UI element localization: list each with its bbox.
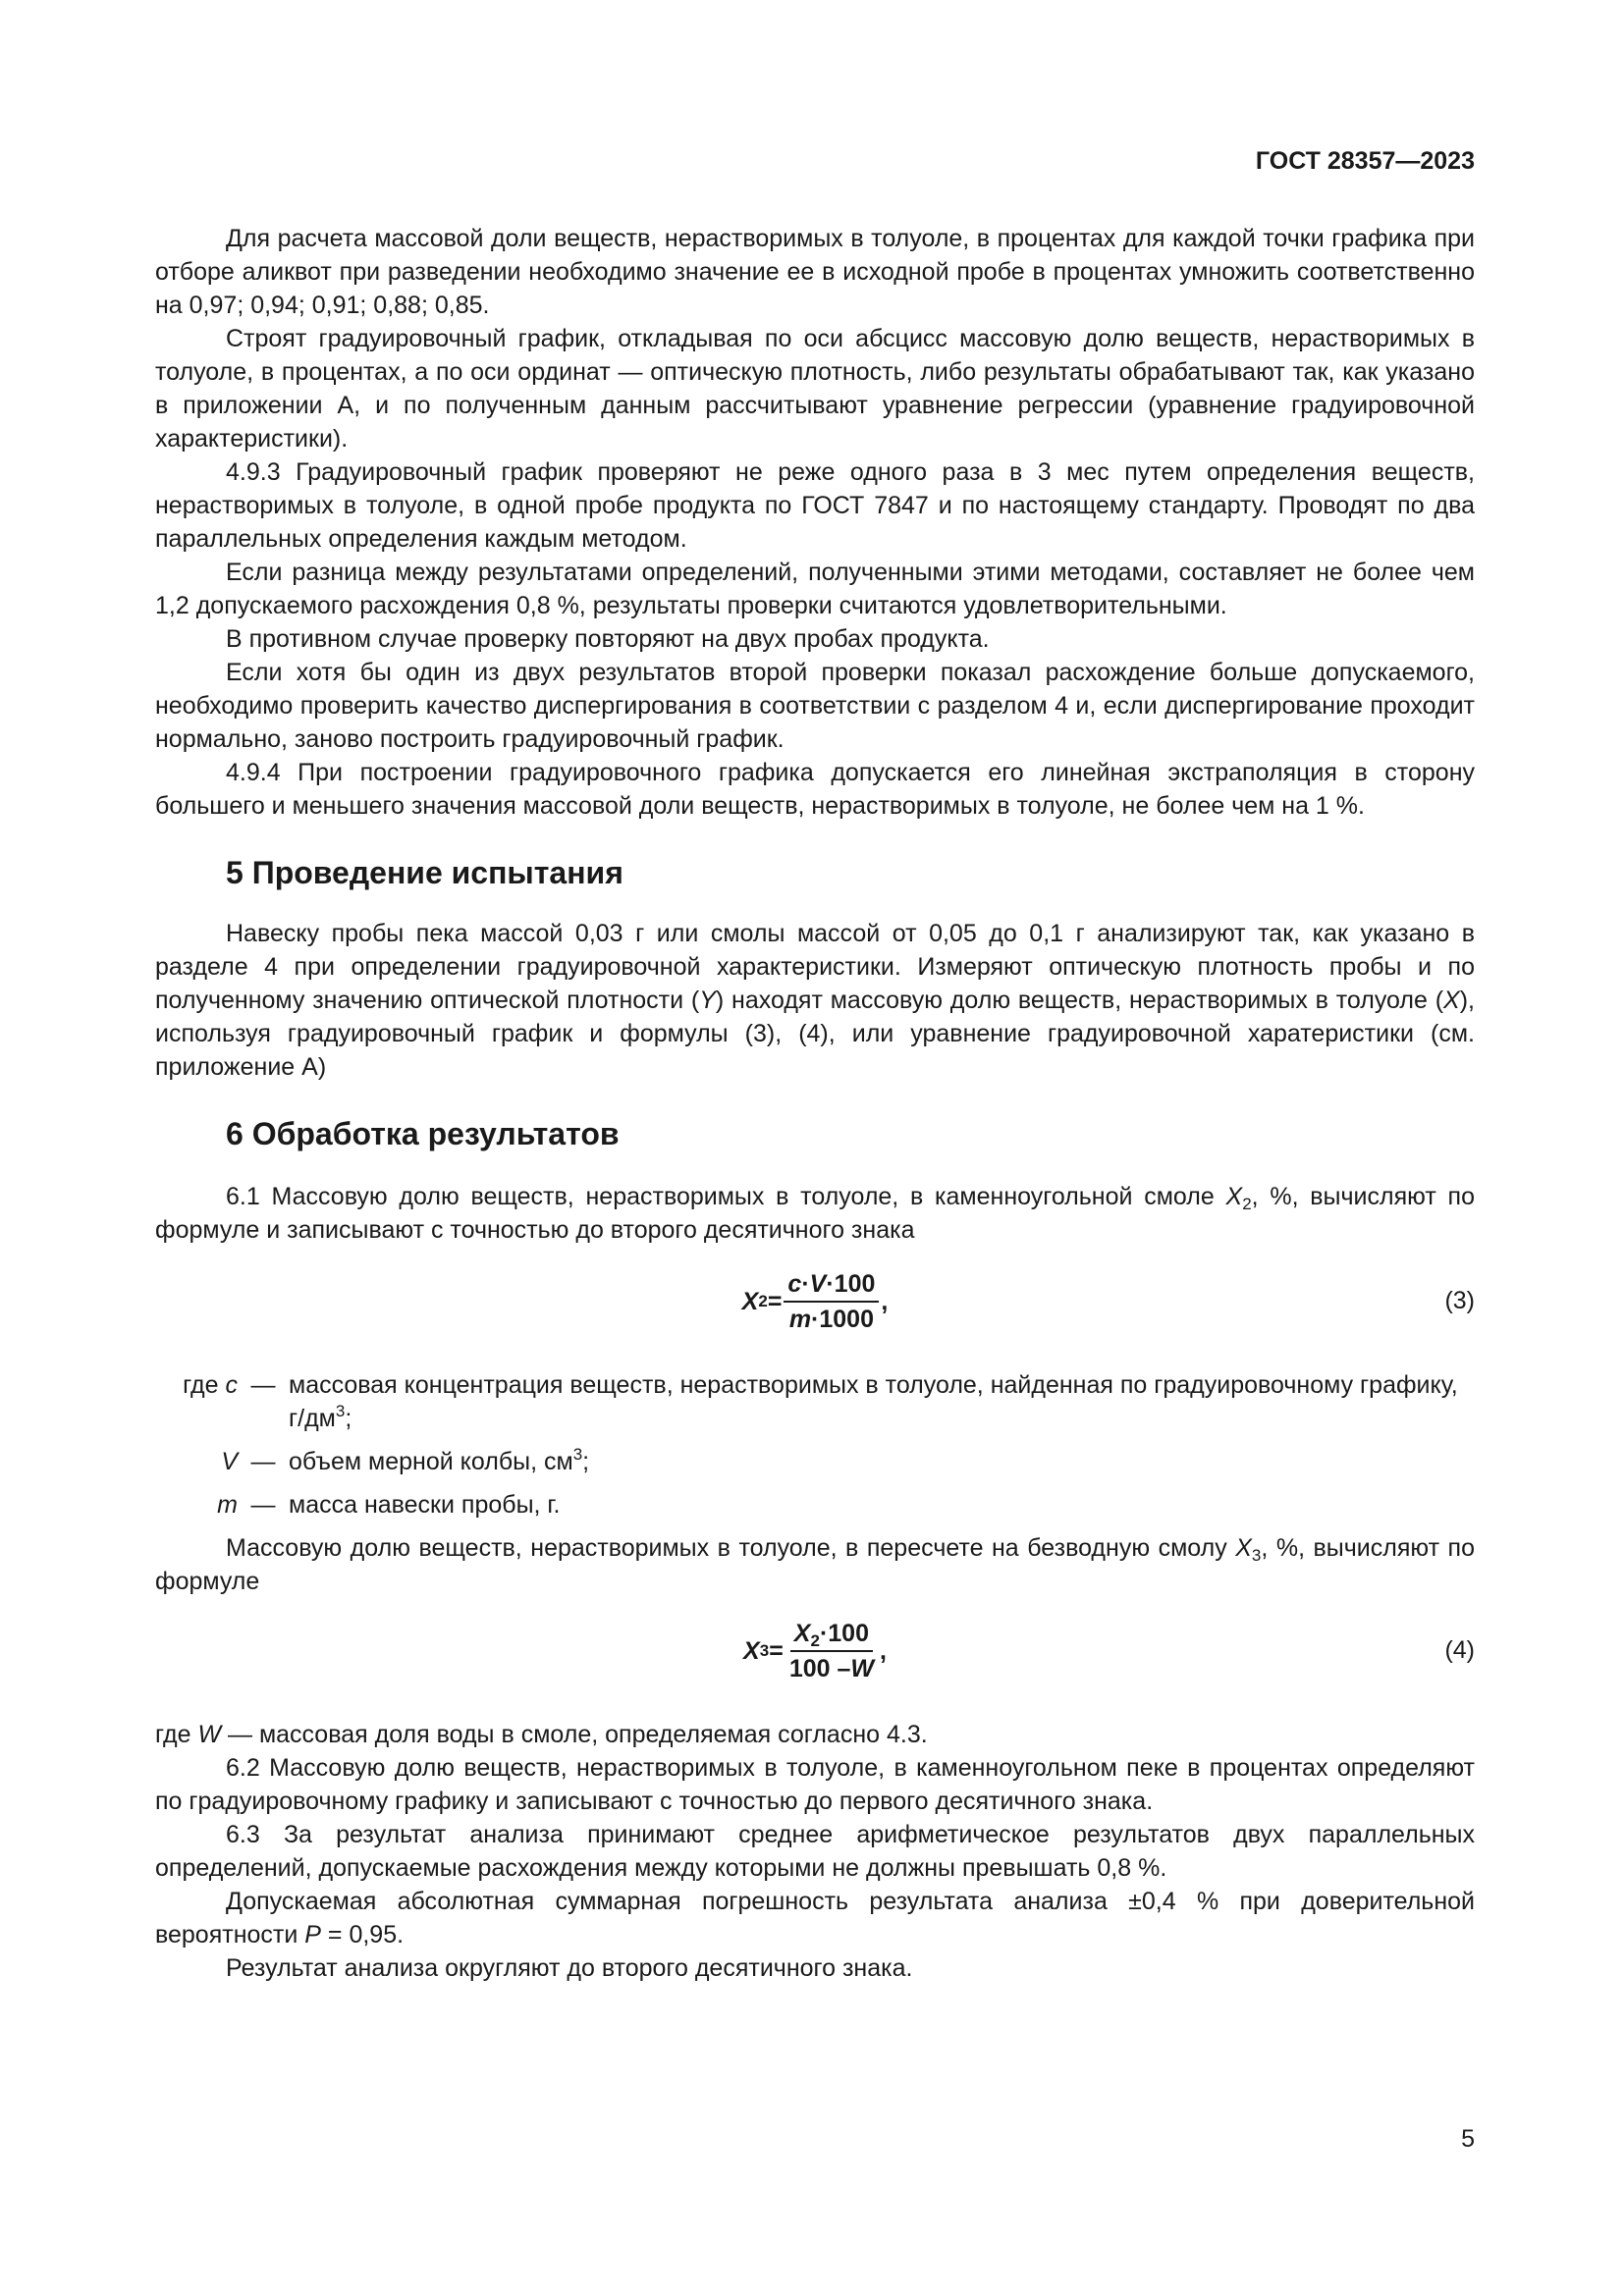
definition-item: V — объем мерной колбы, $см^3$; bbox=[221, 1445, 590, 1475]
formula-4-number: (4) bbox=[1444, 1636, 1475, 1664]
paragraph-4-9-4: 4.9.4 При построении градуировочного графика допускается его линейная экстраполяция в сторону большего и меньшего значения массовой доли веществ, нерастворимых в толуоле, не более чем на 1 %. bbox=[155, 759, 1475, 820]
paragraph: Допускаемая абсолютная суммарная погрешность результата анализа ±0,4 % при доверительной вероятности P = 0,95. bbox=[155, 1888, 1475, 1949]
paragraph: Для расчета массовой доли веществ, нерастворимых в толуоле, в процентах для каждой точки графика при отборе аликвот при разведении необходимо значение ее в исходной пробе в процентах умножить соответственно на 0,97; 0,94; 0,91; 0,88; 0,85. bbox=[155, 225, 1475, 319]
variable-definitions bbox=[143, 1368, 1475, 1522]
definition-item: где c — массовая концентрация веществ, нерастворимых в толуоле, найденная по градуировочному графику, $г/дм^3$; bbox=[183, 1371, 1458, 1432]
section-5-heading: 5 Проведение испытания bbox=[226, 855, 623, 890]
paragraph: Если разница между результатами определений, полученными этими методами, составляет не более чем 1,2 допускаемого расхождения 0,8 %, результаты проверки считаются удовлетворительными. bbox=[155, 559, 1475, 619]
formula-3-number: (3) bbox=[1444, 1287, 1475, 1314]
paragraph: Если хотя бы один из двух результатов второй проверки показал расхождение больше допускаемого, необходимо проверить качество диспергирования в соответствии с разделом 4 и, если диспергирование проходит нормально, заново построить градуировочный график. bbox=[155, 659, 1475, 753]
formula-3: X 2 = $\frac{c\cdot V\cdot 100}{m\cdot 1000}$ , (3) bbox=[741, 1270, 1475, 1333]
page-number: 5 bbox=[1461, 2125, 1475, 2153]
paragraph-6-3: 6.3 За результат анализа принимают среднее арифметическое результатов двух параллельных определений, допускаемые расхождения между которыми не должны превышать 0,8 %. bbox=[155, 1821, 1475, 1882]
section-6-heading: 6 Обработка результатов bbox=[226, 1116, 620, 1151]
paragraph-4-9-3: 4.9.3 Градуировочный график проверяют не реже одного раза в 3 мес путем определения веществ, нерастворимых в толуоле, в одной пробе продукта по ГОСТ 7847 и по настоящему стандарту. Проводят по два параллельных определения каждым методом. bbox=[155, 458, 1475, 553]
paragraph: В противном случае проверку повторяют на двух пробах продукта. bbox=[226, 625, 990, 653]
definition-w: где W — массовая доля воды в смоле, определяемая согласно 4.3. bbox=[155, 1721, 928, 1748]
document-header: ГОСТ 28357—2023 bbox=[1255, 147, 1475, 175]
formula-4-fraction: $\frac{X_2\cdot 100}{100 -W}$ bbox=[788, 1620, 874, 1682]
paragraph-6-2: 6.2 Массовую долю веществ, нерастворимых в толуоле, в каменноугольном пеке в процентах определяют по градуировочному графику и записывают с точностью до первого десятичного знака. bbox=[155, 1754, 1475, 1815]
definition-item: m — масса навески пробы, г. bbox=[217, 1491, 561, 1519]
paragraph: Результат анализа округляют до второго десятичного знака. bbox=[226, 1954, 913, 1982]
document-body bbox=[155, 222, 1475, 1985]
formula-3-fraction: $\frac{c\cdot V\cdot 100}{m\cdot 1000}$ bbox=[784, 1269, 879, 1334]
formula-4: X 3 = $\frac{X_2\cdot 100}{100 -W}$ , (4) bbox=[743, 1620, 1475, 1682]
paragraph: Строят градуировочный график, откладывая по оси абсцисс массовую долю веществ, нерастворимых в толуоле, в процентах, а по оси ординат — оптическую плотность, либо результаты обрабатывают так, как указано в приложении А, и по полученным данным рассчитывают уравнение регрессии (уравнение градуировочной характеристики). bbox=[155, 325, 1475, 453]
paragraph-x3: Массовую долю веществ, нерастворимых в толуоле, в пересчете на безводную смолу $X_3$, %, вычисляют по формуле bbox=[155, 1534, 1475, 1595]
section-5-paragraph: Навеску пробы пека массой 0,03 г или смолы массой от 0,05 до 0,1 г анализируют так, как указано в разделе 4 при определении градуировочной характеристики. Измеряют оптическую плотность пробы и по полученному значению оптической плотности (Y) находят массовую долю веществ, нерастворимых в толуоле (X), используя градуировочный график и формулы (3), (4), или уравнение градуировочной харатеристики (см. приложение А) bbox=[155, 920, 1476, 1081]
paragraph-6-1: 6.1 Массовую долю веществ, нерастворимых в толуоле, в каменноугольной смоле $X_2$, %, вычисляют по формуле и записывают с точностью до второго десятичного знака bbox=[155, 1183, 1475, 1244]
